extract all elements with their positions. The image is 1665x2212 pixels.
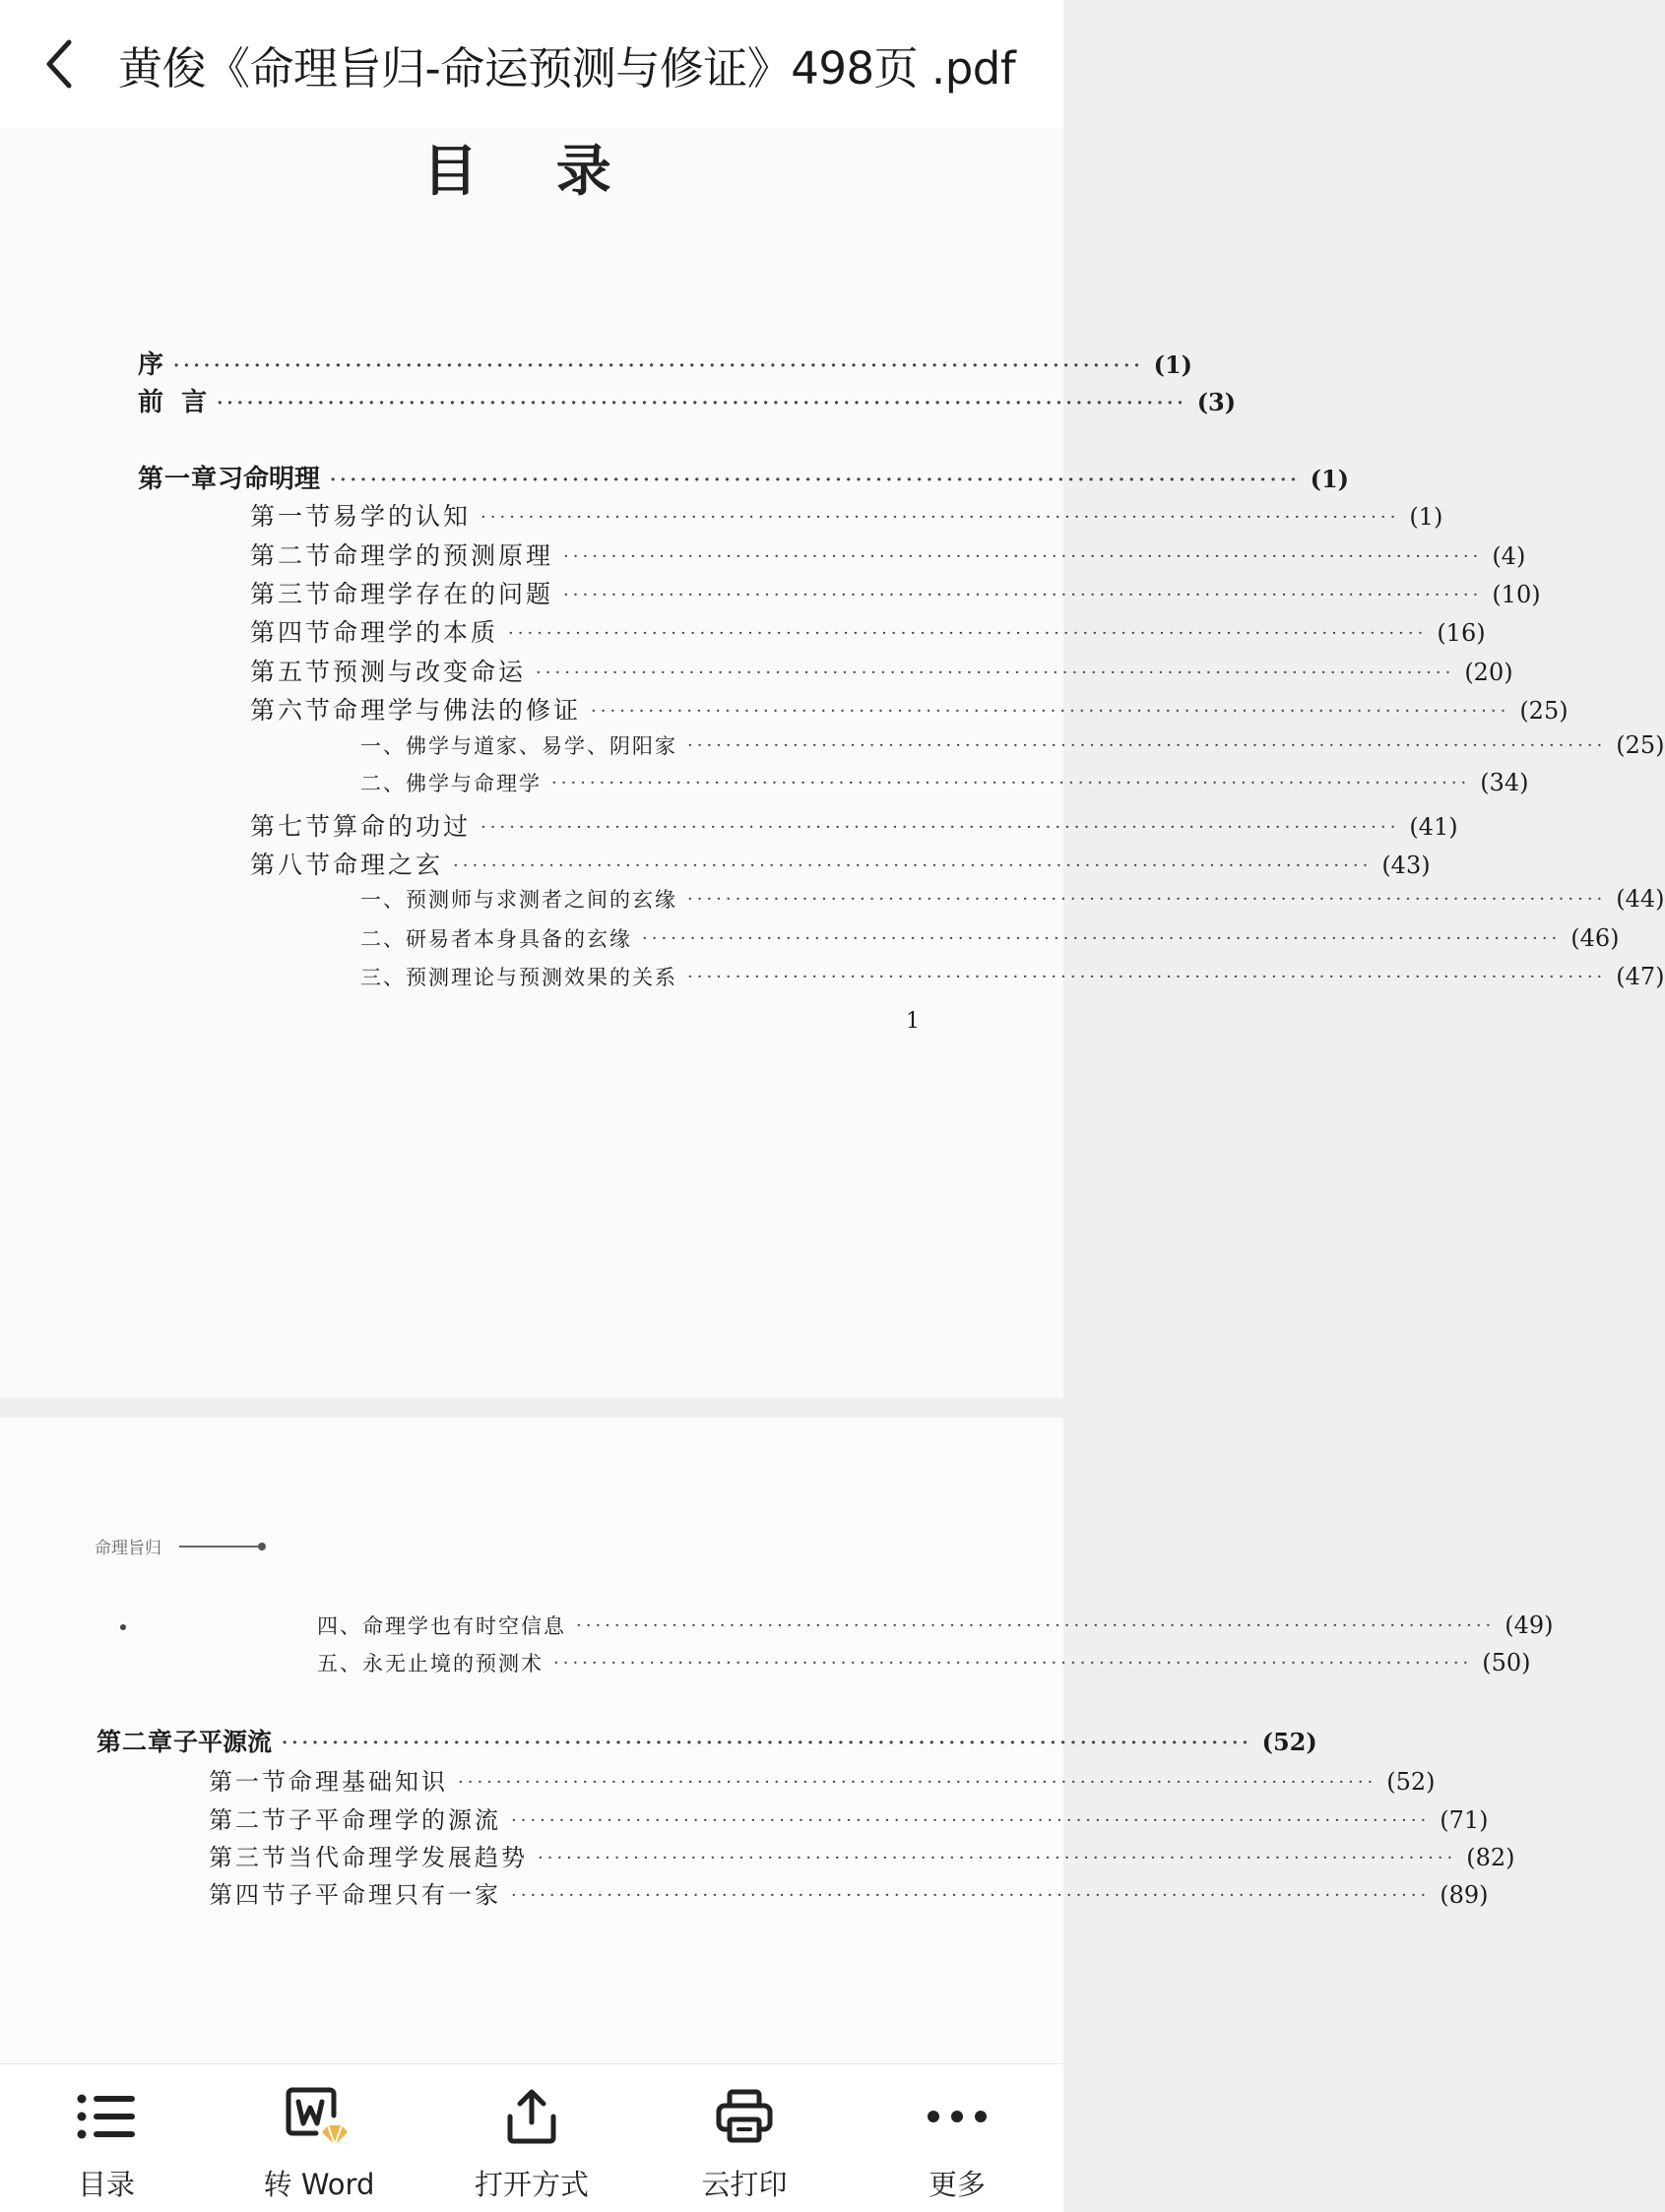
toc-leader: ································································································ <box>536 663 1455 683</box>
top-bar <box>0 0 1063 128</box>
toc-section[interactable] <box>250 613 1486 649</box>
toc-page-number: (34) <box>1480 769 1529 796</box>
toc-page-number: (10) <box>1492 581 1541 608</box>
section-title: 命理学的本质 <box>333 618 499 647</box>
toc-section[interactable] <box>250 537 1526 572</box>
section-title: 命理基础知识 <box>288 1768 448 1796</box>
section-number: 第二节 <box>250 541 334 570</box>
toolbar-label: 云打印 <box>701 2168 788 2201</box>
toc-page-number: (41) <box>1409 813 1458 841</box>
toc-section[interactable] <box>250 497 1443 533</box>
subsection-title: 五、永无止境的预测术 <box>317 1652 544 1675</box>
toc-chapter-2[interactable] <box>96 1723 1317 1758</box>
list-icon <box>76 2091 137 2142</box>
running-head-dot <box>258 1543 266 1550</box>
toc-page-number: (1) <box>1310 465 1350 493</box>
word-convert-icon <box>285 2086 353 2147</box>
section-title: 预测与改变命运 <box>333 658 527 686</box>
section-number: 第五节 <box>250 658 334 686</box>
toc-leader: ································································································ <box>330 470 1301 490</box>
toolbar-label: 打开方式 <box>474 2168 589 2201</box>
section-title: 命理学与佛法的修证 <box>333 696 582 725</box>
section-number: 第六节 <box>250 696 334 725</box>
toolbar-open-with-button[interactable] <box>433 2064 630 2203</box>
toc-page-number: (4) <box>1492 542 1526 570</box>
toc-page-number: (49) <box>1505 1612 1554 1639</box>
toc-page-number: (52) <box>1261 1728 1317 1756</box>
toc-leader: ································································································ <box>480 817 1400 838</box>
section-number: 第三节 <box>250 580 334 608</box>
toc-leader: ································································································ <box>687 967 1607 987</box>
section-number: 第二节 <box>209 1806 288 1834</box>
toc-leader: ································································································ <box>511 1885 1431 1906</box>
toolbar-contents-button[interactable] <box>8 2064 205 2203</box>
toc-section[interactable] <box>209 1762 1436 1797</box>
chapter-title: 子平源流 <box>173 1728 273 1756</box>
toc-subsection[interactable] <box>360 923 1620 953</box>
toolbar-label: 目录 <box>77 2168 135 2201</box>
chapter-number: 第一章 <box>138 465 219 494</box>
toc-section[interactable] <box>209 1838 1515 1872</box>
section-title: 当代命理学发展趋势 <box>288 1844 528 1871</box>
toc-section[interactable] <box>250 575 1541 610</box>
toc-section[interactable] <box>209 1801 1489 1835</box>
toc-leader: ································································································ <box>687 889 1607 910</box>
section-number: 第一节 <box>250 502 334 531</box>
toc-leader: ································································································ <box>551 773 1471 793</box>
toc-leader: ································································································ <box>453 855 1373 876</box>
section-title: 子平命理学的源流 <box>288 1806 501 1834</box>
toc-page-number: (1) <box>1409 503 1443 531</box>
subsection-title: 一、佛学与道家、易学、阴阳家 <box>360 734 677 758</box>
toc-page-number: (25) <box>1519 697 1569 725</box>
toc-page-number: (3) <box>1196 388 1237 416</box>
section-title: 子平命理只有一家 <box>288 1881 501 1909</box>
toc-section[interactable] <box>250 846 1431 881</box>
toolbar-word-button[interactable] <box>221 2064 417 2203</box>
toc-page-number: (71) <box>1440 1806 1489 1834</box>
running-head-rule <box>179 1546 260 1548</box>
toc-leader: ································································································ <box>553 1653 1473 1674</box>
toc-leader: ································································································ <box>217 393 1187 413</box>
section-title: 命理学存在的问题 <box>333 580 554 608</box>
section-number: 第八节 <box>250 851 334 879</box>
subsection-title: 二、佛学与命理学 <box>360 772 542 795</box>
toc-subsection[interactable] <box>317 1648 1531 1677</box>
document-title: 黄俊《命理旨归-命运预测与修证》498页 .pdf <box>118 41 1016 95</box>
subsection-title: 三、预测理论与预测效果的关系 <box>360 966 677 989</box>
toc-leader: ································································································ <box>538 1848 1457 1868</box>
pdf-page-2[interactable] <box>0 1418 1554 2107</box>
toc-leader: ································································································ <box>458 1772 1377 1793</box>
subsection-title: 一、预测师与求测者之间的玄缘 <box>360 888 677 912</box>
toc-page-number: (25) <box>1616 731 1665 759</box>
scan-speck <box>120 1624 126 1630</box>
toc-page-number: (47) <box>1616 963 1665 990</box>
toc-subsection[interactable] <box>360 962 1665 991</box>
share-icon <box>504 2087 559 2146</box>
back-button[interactable] <box>0 0 118 128</box>
toc-section[interactable] <box>250 691 1569 727</box>
toc-leader: ································································································ <box>642 928 1562 949</box>
printer-icon <box>715 2089 774 2144</box>
toc-entry-label: 序 <box>138 350 164 380</box>
toc-page-number: (89) <box>1440 1881 1489 1909</box>
toc-heading: 目 录 <box>422 139 641 204</box>
toc-section[interactable] <box>250 653 1513 688</box>
toc-leader: ································································································ <box>563 585 1483 605</box>
section-title: 命理之玄 <box>333 851 444 879</box>
section-title: 算命的功过 <box>333 812 472 841</box>
toc-subsection[interactable] <box>360 730 1665 760</box>
section-number: 第一节 <box>209 1768 288 1796</box>
pdf-page-1[interactable] <box>0 128 1665 1398</box>
section-title: 命理学的预测原理 <box>333 541 554 570</box>
toc-page-number: (16) <box>1437 619 1486 647</box>
toc-leader: ································································································ <box>563 546 1483 567</box>
toc-section[interactable] <box>250 807 1458 843</box>
toc-entry-preface[interactable] <box>138 345 1193 381</box>
section-number: 第三节 <box>209 1844 288 1871</box>
toc-leader: ································································································ <box>508 623 1428 644</box>
chevron-left-icon <box>39 36 79 92</box>
toc-leader: ································································································ <box>591 701 1510 722</box>
toc-page-number: (50) <box>1482 1649 1531 1676</box>
toc-page-number: (43) <box>1381 852 1431 879</box>
toc-entry-label: 前 言 <box>138 388 208 417</box>
section-number: 第四节 <box>250 618 334 647</box>
toc-subsection[interactable] <box>360 884 1665 914</box>
toc-leader: ································································································ <box>480 507 1400 528</box>
toc-leader: ································································································ <box>282 1733 1252 1753</box>
running-head-text: 命理旨归 <box>95 1539 161 1558</box>
chapter-title: 习命明理 <box>218 465 321 494</box>
toc-leader: ································································································ <box>173 355 1144 376</box>
toolbar-more-button[interactable] <box>859 2064 1056 2203</box>
bottom-toolbar <box>0 2063 1063 2212</box>
section-number: 第七节 <box>250 812 334 841</box>
toc-leader: ································································································ <box>687 735 1607 756</box>
toc-page-number: (20) <box>1464 659 1513 686</box>
subsection-title: 四、命理学也有时空信息 <box>317 1614 566 1638</box>
more-icon <box>927 2110 988 2123</box>
toc-leader: ································································································ <box>511 1810 1431 1831</box>
chapter-number: 第二章 <box>96 1728 174 1756</box>
running-head <box>95 1534 266 1558</box>
toc-entry-foreword[interactable] <box>138 382 1237 418</box>
page-number: 1 <box>906 1009 920 1034</box>
section-number: 第四节 <box>209 1881 288 1909</box>
section-title: 易学的认知 <box>333 502 472 531</box>
toc-subsection[interactable] <box>317 1611 1554 1640</box>
toc-section[interactable] <box>209 1875 1489 1910</box>
toc-leader: ································································································ <box>576 1615 1496 1636</box>
toc-page-number: (82) <box>1466 1844 1515 1871</box>
subsection-title: 二、研易者本身具备的玄缘 <box>360 927 632 951</box>
toolbar-cloud-print-button[interactable] <box>646 2064 843 2203</box>
toc-subsection[interactable] <box>360 768 1529 797</box>
toc-page-number: (44) <box>1616 885 1665 913</box>
toc-page-number: (46) <box>1570 924 1620 952</box>
toc-page-number: (52) <box>1386 1768 1436 1796</box>
toolbar-label: 转 Word <box>263 2168 375 2201</box>
toc-chapter-1[interactable] <box>138 459 1350 495</box>
toolbar-label: 更多 <box>928 2168 986 2201</box>
toc-page-number: (1) <box>1153 350 1193 379</box>
